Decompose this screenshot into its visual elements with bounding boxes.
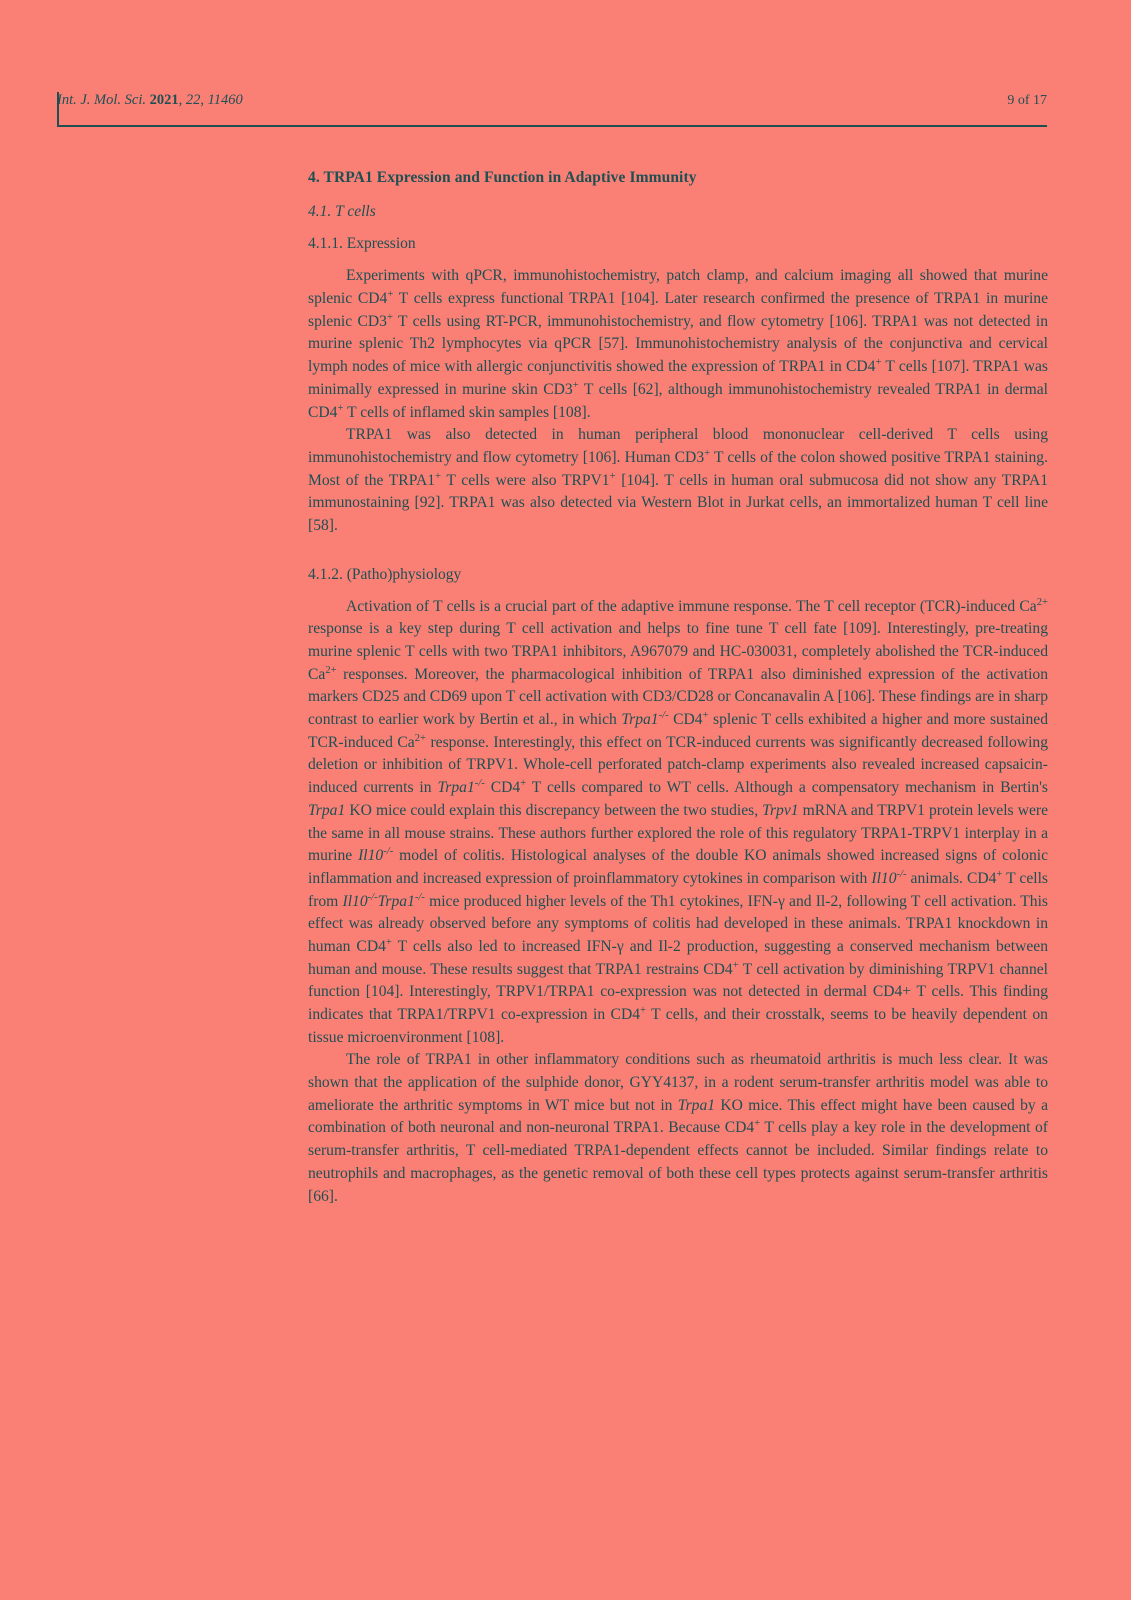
page-number: 9 of 17 (1007, 93, 1047, 108)
paragraph-expression-murine: Experiments with qPCR, immunohistochemistry, patch clamp, and calcium imaging all showed that murine splenic CD4+ T cells express functional TRPA1 [104]. Later research confirmed the presence of TRPA1 in murine splenic CD3+ T cells using RT-PCR, immunohistochemistry, and flow cytometry [106]. TRPA1 was not detected in murine splenic Th2 lymphocytes via qPCR [57]. Immunohistochemistry analysis of the conjunctiva and cervical lymph nodes of mice with allergic conjunctivitis showed the expression of TRPA1 in CD4+ T cells [107]. TRPA1 was minimally expressed in murine skin CD3+ T cells [62], although immunohistochemistry revealed TRPA1 in dermal CD4+ T cells of inflamed skin samples [108]. (308, 267, 1048, 421)
subsection-heading-4-1: 4.1. T cells (308, 203, 376, 221)
section-heading-4: 4. TRPA1 Expression and Function in Adaptive Immunity (308, 169, 697, 186)
paragraph-pathophysiology: Activation of T cells is a crucial part of the adaptive immune response. The T cell receptor (TCR)-induced $Ca^{2+}$ response is a key step during T cell activation and helps to fine tune T cell fate [109]. Interestingly, pre-treating murine splenic T cells with two TRPA1 inhibitors, A967079 and HC-030031, completely abolished the TCR-induced $Ca^{2+}$ responses. Moreover, the pharmacological inhibition of TRPA1 also diminished expression of the activation markers CD25 and CD69 upon T cell activation with CD3/CD28 or Concanavalin A [106]. These findings are in sharp contrast to earlier work by Bertin et al., in which Trpa1-/- CD4+ splenic T cells exhibited a higher and more sustained TCR-induced $Ca^{2+}$ response. Interestingly, this effect on TCR-induced currents was significantly decreased following deletion or inhibition of TRPV1. Whole-cell perforated patch-clamp experiments also revealed increased capsaicin-induced currents in Trpa1-/- CD4+ T cells compared to WT cells. Although a compensatory mechanism in Bertin's Trpa1 KO mice could explain this discrepancy between the two studies, Trpv1 mRNA and TRPV1 protein levels were the same in all mouse strains. These authors further explored the role of this regulatory TRPA1-TRPV1 interplay in a murine Il10-/- model of colitis. Histological analyses of the double KO animals showed increased signs of colonic inflammation and increased expression of proinflammatory cytokines in comparison with Il10-/- animals. CD4+ T cells from Il10-/-Trpa1-/- mice produced higher levels of the Th1 cytokines, IFN-γ and Il-2, following T cell activation. This effect was already observed before any symptoms of colitis had developed in these animals. TRPA1 knockdown in human CD4+ T cells also led to increased IFN-γ and Il-2 production, suggesting a conserved mechanism between human and mouse. These results suggest that TRPA1 restrains CD4+ T cell activation by diminishing TRPV1 channel function [104]. Interestingly, TRPV1/TRPA1 co-expression was not detected in dermal CD4+ T cells. This finding indicates that TRPA1/TRPV1 co-expression in CD4+ T cells, and their crosstalk, seems to be heavily dependent on tissue microenvironment [108]. (308, 596, 1049, 1046)
header-divider (57, 125, 1047, 127)
subsubsection-heading-4-1-1: 4.1.1. Expression (308, 235, 416, 253)
document-body (308, 168, 1048, 1208)
subsubsection-heading-4-1-2: 4.1.2. (Patho)physiology (308, 565, 462, 583)
page-header (57, 92, 1047, 109)
paragraph-arthritis: The role of TRPA1 in other inflammatory conditions such as rheumatoid arthritis is much less clear. It was shown that the application of the sulphide donor, GYY4137, in a rodent serum-transfer arthritis model was able to ameliorate the arthritic symptoms in WT mice but not in Trpa1 KO mice. This effect might have been caused by a combination of both neuronal and non-neuronal TRPA1. Because CD4+ T cells play a key role in the development of serum-transfer arthritis, T cell-mediated TRPA1-dependent effects cannot be included. Similar findings relate to neutrophils and macrophages, as the genetic removal of both these cell types protects against serum-transfer arthritis [66]. (308, 1051, 1048, 1205)
paragraph-expression-human: TRPA1 was also detected in human peripheral blood mononuclear cell-derived T cells using immunohistochemistry and flow cytometry [106]. Human CD3+ T cells of the colon showed positive TRPA1 staining. Most of the TRPA1+ T cells were also TRPV1+ [104]. T cells in human oral submucosa did not show any TRPA1 immunostaining [92]. TRPA1 was also detected via Western Blot in Jurkat cells, an immortalized human T cell line [58]. (308, 426, 1048, 534)
journal-citation: Int. J. Mol. Sci. 2021, 22, 11460 (57, 92, 243, 108)
